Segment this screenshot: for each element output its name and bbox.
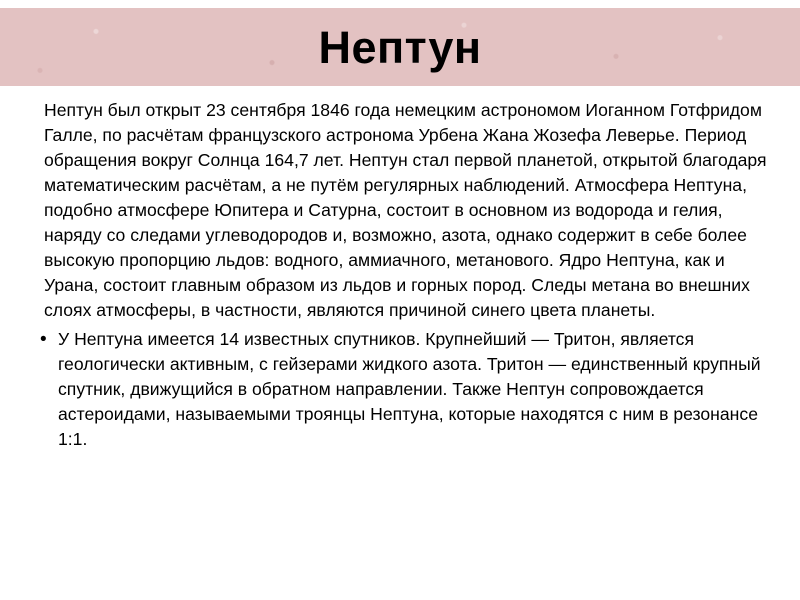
- list-item: • У Нептуна имеется 14 известных спутников. Крупнейший — Тритон, является геологически активным, с гейзерами жидкого азота. Тритон — единственный крупный спутник, движущийся в обратном направлении. Также Нептун сопровождается астероидами, называемыми троянцы Нептуна, которые находятся с ним в резонансе 1:1.: [36, 327, 772, 452]
- bullet-list: [36, 327, 772, 452]
- title-banner: [0, 8, 800, 86]
- body-paragraph: Нептун был открыт 23 сентября 1846 года немецким астрономом Иоганном Готфридом Галле, по расчётам французского астронома Урбена Жана Жозефа Леверье. Период обращения вокруг Солнца 164,7 лет. Нептун стал первой планетой, открытой благодаря математическим расчётам, а не путём регулярных наблюдений. Атмосфера Нептуна, подобно атмосфере Юпитера и Сатурна, состоит в основном из водорода и гелия, наряду со следами углеводородов и, возможно, азота, однако содержит в себе более высокую пропорцию льдов: водного, аммиачного, метанового. Ядро Нептуна, как и Урана, состоит главным образом из льдов и горных пород. Следы метана во внешних слоях атмосферы, в частности, являются причиной синего цвета планеты.: [44, 100, 767, 320]
- slide-body: [36, 98, 772, 452]
- page-title: Нептун: [318, 21, 482, 73]
